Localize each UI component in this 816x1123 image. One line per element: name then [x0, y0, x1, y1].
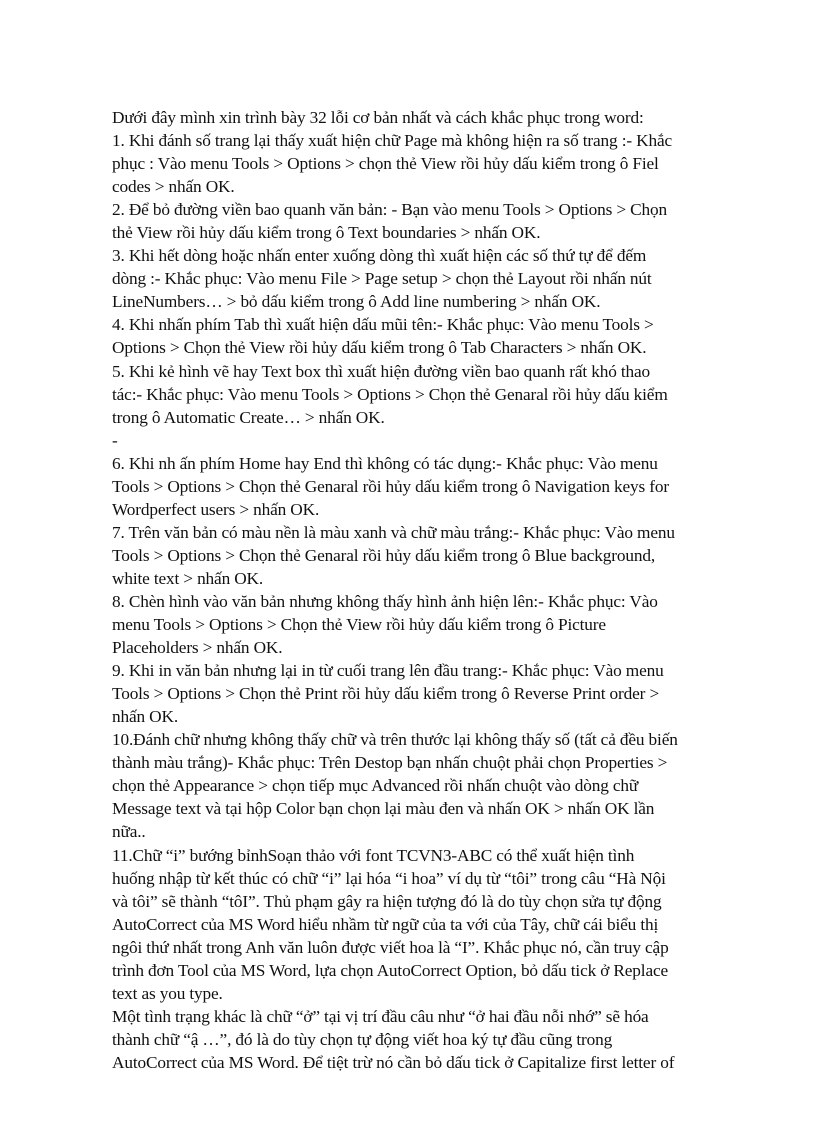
text-line: 6. Khi nh ấn phím Home hay End thì không có tác dụng:- Khắc phục: Vào menu: [112, 453, 658, 473]
text-line: 1. Khi đánh số trang lại thấy xuất hiện chữ Page mà không hiện ra số trang :- Khắc: [112, 131, 672, 151]
text-line: Tools > Options > Chọn thẻ Genaral rồi hủy dấu kiểm trong ô Blue background,: [112, 545, 655, 565]
text-line: 7. Trên văn bản có màu nền là màu xanh và chữ màu trắng:- Khắc phục: Vào menu: [112, 522, 675, 542]
text-line: LineNumbers… > bỏ dấu kiểm trong ô Add line numbering > nhấn OK.: [112, 292, 601, 312]
text-line: 11.Chữ “i” bướng bỉnhSoạn thảo với font TCVN3-ABC có thể xuất hiện tình: [112, 845, 635, 865]
text-line: -: [112, 430, 118, 450]
text-line: AutoCorrect của MS Word. Để tiệt trừ nó cần bỏ dấu tick ở Capitalize first letter of: [112, 1052, 675, 1072]
text-line: 10.Đánh chữ nhưng không thấy chữ và trên thước lại không thấy số (tất cả đều biến: [112, 730, 678, 750]
document-body: [112, 106, 742, 1074]
text-line: dòng :- Khắc phục: Vào menu File > Page setup > chọn thẻ Layout rồi nhấn nút: [112, 269, 652, 289]
text-line: Message text và tại hộp Color bạn chọn lại màu đen và nhấn OK > nhấn OK lần: [112, 799, 655, 819]
text-line: Tools > Options > Chọn thẻ Print rồi hủy dấu kiểm trong ô Reverse Print order >: [112, 684, 660, 704]
text-line: thành chữ “ậ …”, đó là do tùy chọn tự động viết hoa ký tự đầu cũng trong: [112, 1029, 613, 1049]
text-line: white text > nhấn OK.: [112, 568, 264, 588]
text-line: Wordperfect users > nhấn OK.: [112, 499, 320, 519]
text-line: nữa..: [112, 822, 146, 842]
text-line: huống nhập từ kết thúc có chữ “i” lại hóa “i hoa” ví dụ từ “tôi” trong câu “Hà Nội: [112, 868, 666, 888]
text-line: 3. Khi hết dòng hoặc nhấn enter xuống dòng thì xuất hiện các số thứ tự để đếm: [112, 246, 647, 266]
text-line: 9. Khi in văn bản nhưng lại in từ cuối trang lên đầu trang:- Khắc phục: Vào menu: [112, 661, 664, 681]
text-line: menu Tools > Options > Chọn thẻ View rồi hủy dấu kiểm trong ô Picture: [112, 615, 606, 635]
text-line: phục : Vào menu Tools > Options > chọn thẻ View rồi hủy dấu kiểm trong ô Fiel: [112, 154, 659, 174]
text-line: 4. Khi nhấn phím Tab thì xuất hiện dấu mũi tên:- Khắc phục: Vào menu Tools >: [112, 315, 654, 335]
text-line: Dưới đây mình xin trình bày 32 lỗi cơ bản nhất và cách khắc phục trong word:: [112, 108, 644, 127]
text-line: codes > nhấn OK.: [112, 177, 235, 197]
text-line: nhấn OK.: [112, 707, 178, 727]
text-line: AutoCorrect của MS Word hiểu nhầm từ ngữ của ta với của Tây, chữ cái biểu thị: [112, 914, 659, 934]
text-line: trong ô Automatic Create… > nhấn OK.: [112, 407, 385, 427]
text-line: thành màu trắng)- Khắc phục: Trên Destop bạn nhấn chuột phải chọn Properties >: [112, 753, 668, 773]
text-line: 5. Khi kẻ hình vẽ hay Text box thì xuất hiện đường viền bao quanh rất khó thao: [112, 361, 651, 381]
text-line: ngôi thứ nhất trong Anh văn luôn được viết hoa là “I”. Khắc phục nó, cần truy cập: [112, 937, 669, 957]
text-line: tác:- Khắc phục: Vào menu Tools > Options > Chọn thẻ Genaral rồi hủy dấu kiểm: [112, 384, 668, 404]
text-line: Options > Chọn thẻ View rồi hủy dấu kiểm trong ô Tab Characters > nhấn OK.: [112, 338, 647, 358]
text-line: 8. Chèn hình vào văn bản nhưng không thấy hình ảnh hiện lên:- Khắc phục: Vào: [112, 591, 658, 611]
text-line: Placeholders > nhấn OK.: [112, 638, 283, 658]
text-line: text as you type.: [112, 983, 223, 1003]
text-line: Tools > Options > Chọn thẻ Genaral rồi hủy dấu kiểm trong ô Navigation keys for: [112, 476, 669, 496]
text-line: 2. Để bỏ đường viền bao quanh văn bản: - Bạn vào menu Tools > Options > Chọn: [112, 200, 667, 220]
text-line: Một tình trạng khác là chữ “ở” tại vị trí đầu câu như “ở hai đầu nỗi nhớ” sẽ hóa: [112, 1006, 649, 1026]
text-line: trình đơn Tool của MS Word, lựa chọn AutoCorrect Option, bỏ dấu tick ở Replace: [112, 960, 669, 980]
text-line: chọn thẻ Appearance > chọn tiếp mục Advanced rồi nhấn chuột vào dòng chữ: [112, 776, 639, 796]
text-line: và tôi” sẽ thành “tôI”. Thủ phạm gây ra hiện tượng đó là do tùy chọn sửa tự động: [112, 891, 662, 911]
text-line: thẻ View rồi hủy dấu kiểm trong ô Text boundaries > nhấn OK.: [112, 223, 541, 243]
